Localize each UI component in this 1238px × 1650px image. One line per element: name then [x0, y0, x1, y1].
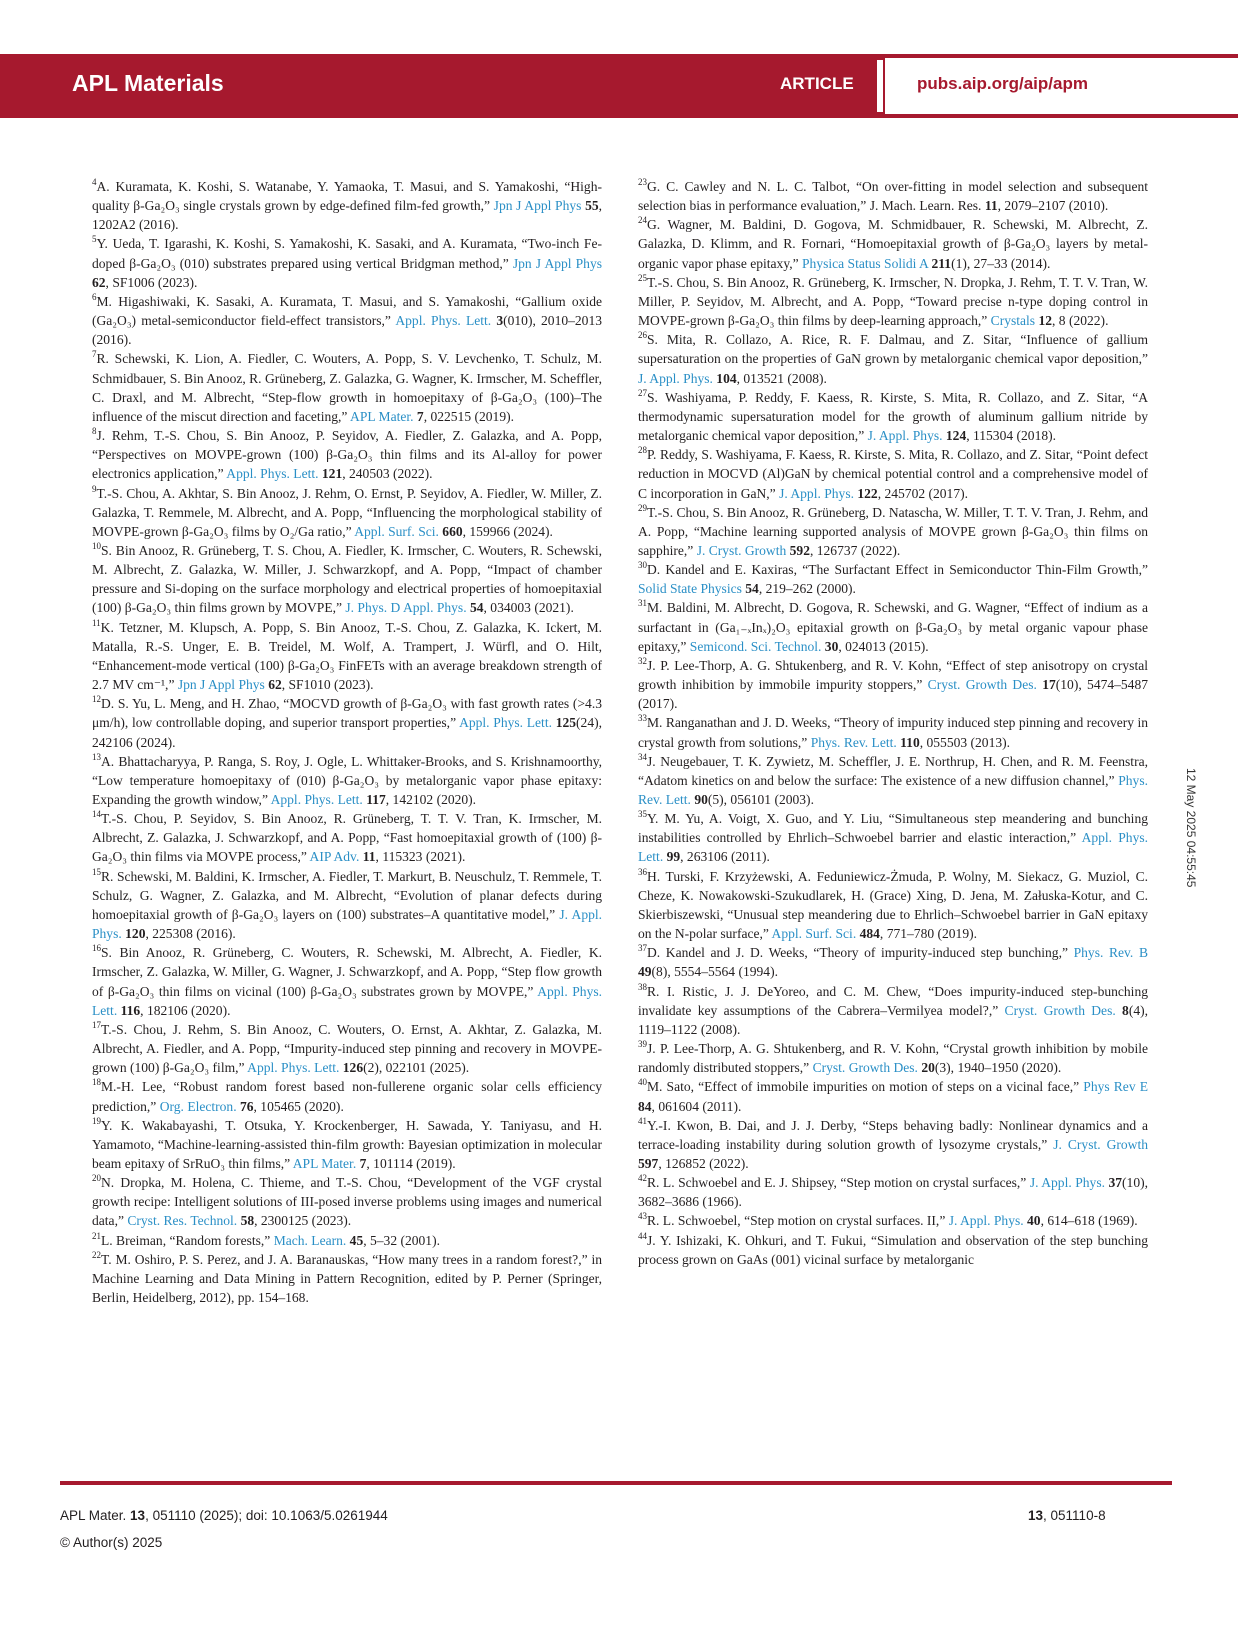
- reference-pages: , 1202A2 (2016).: [92, 198, 603, 233]
- reference-volume: 55: [585, 198, 599, 214]
- reference-item: [638, 1116, 1148, 1173]
- journal-link[interactable]: APL Mater.: [350, 408, 414, 424]
- journal-url-box: [885, 58, 1238, 114]
- reference-pages: , 8 (2022).: [1052, 313, 1109, 329]
- journal-link[interactable]: Jpn J Appl Phys: [177, 677, 265, 693]
- reference-pages: (1), 27–33 (2014).: [951, 255, 1051, 271]
- reference-text: Y. K. Wakabayashi, T. Otsuka, Y. Krockenberger, H. Sawada, Y. Taniyasu, and H. Yamamoto, “Machine-learning-assisted thin-film growth: Bayesian optimization in molecular beam epitaxy of SrRuO₃ thin films,”: [92, 1117, 602, 1171]
- journal-link[interactable]: Appl. Phys. Lett.: [226, 466, 319, 482]
- journal-link[interactable]: APL Mater.: [292, 1155, 357, 1171]
- reference-pages: , 219–262 (2000).: [758, 581, 856, 597]
- journal-title: APL Materials: [72, 70, 224, 96]
- journal-link[interactable]: J. Appl. Phys.: [779, 485, 854, 501]
- reference-item: [638, 273, 1148, 330]
- references-right-column: [638, 177, 1148, 1269]
- reference-volume: 660: [442, 523, 463, 539]
- reference-item: [92, 809, 602, 866]
- reference-text: M. Ranganathan and J. D. Weeks, “Theory of impurity induced step pinning and recovery in crystal growth from solutions,”: [638, 715, 1148, 750]
- reference-number: 33: [638, 713, 647, 724]
- journal-link[interactable]: Jpn J Appl Phys: [493, 198, 582, 214]
- reference-volume: 37: [1108, 1175, 1123, 1191]
- reference-volume: 121: [321, 466, 343, 482]
- reference-pages: , 614–618 (1969).: [1040, 1213, 1138, 1229]
- reference-pages: (10), 5474–5487 (2017).: [638, 677, 1149, 712]
- reference-volume: 597: [638, 1155, 659, 1171]
- reference-text: M.-H. Lee, “Robust random forest based non-fullerene organic solar cells efficiency prediction,”: [92, 1079, 602, 1114]
- reference-number: 5: [92, 234, 97, 245]
- reference-pages: (5), 056101 (2003).: [707, 792, 814, 807]
- reference-text: Y.-I. Kwon, B. Dai, and J. J. Derby, “Steps behaving badly: Nonlinear dynamics and a terrace-loading instability during solution growth of lysozyme crystals,”: [638, 1117, 1148, 1152]
- reference-number: 11: [92, 617, 101, 628]
- reference-number: 39: [638, 1039, 647, 1050]
- reference-item: [92, 1173, 602, 1230]
- reference-item: [638, 388, 1148, 445]
- reference-number: 4: [92, 177, 97, 187]
- reference-volume: 3: [496, 313, 504, 329]
- journal-link[interactable]: J. Cryst. Growth: [696, 542, 787, 558]
- reference-number: 9: [92, 483, 97, 494]
- journal-link[interactable]: Appl. Surf. Sci.: [354, 523, 439, 539]
- reference-text: D. Kandel and E. Kaxiras, “The Surfactant Effect in Semiconductor Thin-Film Growth,”: [647, 562, 1148, 578]
- reference-volume: 104: [716, 370, 737, 386]
- reference-text: J. Rehm, T.-S. Chou, S. Bin Anooz, P. Seyidov, A. Fiedler, Z. Galazka, and A. Popp, “Perspectives on MOVPE-grown (100) β-Ga₂O₃ thin films and its Al-alloy for power electronics application,”: [92, 428, 602, 482]
- reference-volume: 54: [469, 600, 484, 616]
- journal-link[interactable]: J. Appl. Phys.: [948, 1213, 1024, 1229]
- reference-text: T.-S. Chou, P. Seyidov, S. Bin Anooz, R. Grüneberg, T. T. V. Tran, K. Irmscher, M. Albrecht, Z. Galazka, J. Schwarzkopf, and A. Popp, “Fast homoepitaxial growth of (100) β-Ga₂O₃ thin films via MOVPE process,”: [92, 811, 602, 865]
- journal-link[interactable]: Phys. Rev. Lett.: [638, 772, 1148, 807]
- reference-text: D. Kandel and J. D. Weeks, “Theory of impurity-induced step bunching,”: [647, 945, 1074, 961]
- reference-number: 20: [92, 1173, 101, 1184]
- reference-item: [638, 445, 1148, 502]
- reference-item: [638, 560, 1148, 598]
- reference-pages: (3), 1940–1950 (2020).: [934, 1060, 1062, 1076]
- reference-number: 12: [92, 694, 101, 705]
- journal-url-link[interactable]: pubs.aip.org/aip/apm: [917, 74, 1088, 93]
- journal-header-bar: [0, 54, 1238, 118]
- footer-page-rest: , 051110-8: [1043, 1508, 1106, 1523]
- reference-number: 24: [638, 215, 647, 226]
- reference-volume: 110: [900, 734, 920, 750]
- reference-number: 27: [638, 387, 647, 398]
- reference-number: 7: [92, 349, 97, 360]
- journal-link[interactable]: J. Cryst. Growth: [1053, 1136, 1148, 1152]
- reference-text: A. Bhattacharyya, P. Ranga, S. Roy, J. Ogle, L. Whittaker-Brooks, and S. Krishnamoorthy, “Low temperature homoepitaxy of (010) β-Ga₂O₃ by metalorganic vapor phase epitaxy: Expanding the growth window,”: [92, 753, 602, 807]
- journal-link[interactable]: Jpn J Appl Phys: [512, 255, 602, 271]
- reference-number: 44: [638, 1230, 647, 1241]
- reference-text: M. Higashiwaki, K. Sasaki, A. Kuramata, T. Masui, and S. Yamakoshi, “Gallium oxide (Ga₂O₃) metal-semiconductor field-effect transistors,”: [92, 293, 602, 329]
- reference-text: S. Bin Anooz, R. Grüneberg, T. S. Chou, A. Fiedler, K. Irmscher, C. Wouters, R. Schewski, M. Albrecht, Z. Galazka, W. Miller, J. Schwarzkopf, and A. Popp, “Impact of chamber pressure and Si-doping on the surface morphology and electrical properties of homoepitaxial (100) β-Ga₂O₃ thin films grown by MOVPE,”: [92, 542, 602, 616]
- reference-text: S. Bin Anooz, R. Grüneberg, C. Wouters, R. Schewski, M. Albrecht, A. Fiedler, K. Irmscher, Z. Galazka, W. Miller, G. Wagner, J. Schwarzkopf, and A. Popp, “Step flow growth of β-Ga₂O₃ thin films on vicinal (100) β-Ga₂O₃ substrates grown by MOVPE,”: [92, 945, 602, 999]
- reference-text: R. L. Schwoebel, “Step motion on crystal surfaces. II,”: [647, 1213, 949, 1229]
- reference-text: Y. M. Yu, A. Voigt, X. Guo, and Y. Liu, “Simultaneous step meandering and bunching instabilities controlled by Ehrlich–Schwoebel barrier and elastic interaction,”: [638, 811, 1148, 846]
- reference-item: [638, 943, 1148, 981]
- reference-text: R. L. Schwoebel and E. J. Shipsey, “Step motion on crystal surfaces,”: [647, 1175, 1030, 1191]
- reference-number: 25: [638, 272, 647, 283]
- reference-volume: 11: [984, 198, 998, 214]
- reference-number: 22: [92, 1249, 101, 1260]
- reference-number: 15: [92, 866, 101, 877]
- footer-citation-prefix: APL Mater.: [60, 1508, 127, 1523]
- reference-volume: 49: [638, 964, 652, 980]
- journal-link[interactable]: J. Phys. D Appl. Phys.: [345, 600, 467, 616]
- reference-pages: , 061604 (2011).: [651, 1098, 742, 1114]
- journal-link[interactable]: Cryst. Res. Technol.: [127, 1213, 238, 1229]
- journal-link[interactable]: Appl. Phys. Lett.: [638, 830, 1148, 865]
- reference-text: A. Kuramata, K. Koshi, S. Watanabe, Y. Yamaoka, T. Masui, and S. Yamakoshi, “High-quality β-Ga₂O₃ single crystals grown by edge-defined film-fed growth,”: [92, 179, 602, 214]
- reference-pages: , 101114 (2019).: [366, 1155, 456, 1171]
- reference-item: [92, 867, 602, 944]
- reference-pages: (10), 3682–3686 (1966).: [638, 1175, 1149, 1210]
- reference-item: [92, 234, 602, 291]
- reference-text: J. Neugebauer, T. K. Zywietz, M. Scheffler, J. E. Northrup, H. Chen, and R. M. Feenstra, “Adatom kinetics on and below the surface: The existence of a new diffusion channel,”: [638, 753, 1148, 788]
- reference-volume: 40: [1027, 1213, 1041, 1229]
- reference-volume: 62: [92, 274, 106, 290]
- journal-link[interactable]: AIP Adv.: [309, 849, 360, 865]
- reference-pages: , 182106 (2020).: [140, 1002, 231, 1018]
- reference-item: [638, 809, 1148, 866]
- reference-pages: , 034003 (2021).: [483, 600, 574, 616]
- reference-item: [92, 943, 602, 1020]
- reference-pages: (4), 1119–1122 (2008).: [638, 1002, 1149, 1037]
- journal-link[interactable]: Phys Rev E: [1083, 1079, 1148, 1095]
- reference-volume: 11: [362, 849, 376, 865]
- reference-item: [92, 1020, 602, 1077]
- reference-volume: 122: [857, 485, 878, 501]
- journal-link[interactable]: J. Appl. Phys.: [867, 428, 943, 444]
- reference-volume: 124: [945, 428, 967, 444]
- journal-link[interactable]: Solid State Physics: [638, 581, 742, 597]
- journal-link[interactable]: Org. Electron.: [159, 1098, 237, 1114]
- reference-pages: , 2300125 (2023).: [254, 1213, 352, 1229]
- reference-pages: , 771–780 (2019).: [879, 926, 977, 942]
- reference-number: 26: [638, 330, 647, 341]
- reference-number: 37: [638, 943, 647, 954]
- download-timestamp: 12 May 2025 04:55:45: [1184, 768, 1198, 888]
- reference-item: [638, 1211, 1148, 1230]
- reference-text: D. S. Yu, L. Meng, and H. Zhao, “MOCVD growth of β-Ga₂O₃ with fast growth rates (>4.3 μm/h), low controllable doping, and superior transport properties,”: [92, 696, 602, 731]
- journal-link[interactable]: Cryst. Growth Des.: [1004, 1002, 1116, 1018]
- reference-number: 42: [638, 1173, 647, 1184]
- reference-volume: 90: [694, 792, 708, 807]
- reference-volume: 211: [931, 255, 952, 271]
- reference-text: P. Reddy, S. Washiyama, F. Kaess, R. Kirste, S. Mita, R. Collazo, and Z. Sitar, “Point defect reduction in MOCVD (Al)GaN by chemical potential control and a comprehensive model of C incorporation in GaN,”: [638, 447, 1148, 501]
- reference-pages: , SF1006 (2023).: [105, 274, 198, 290]
- reference-text: T.-S. Chou, S. Bin Anooz, R. Grüneberg, K. Irmscher, N. Dropka, J. Rehm, T. T. V. Tran, W. Miller, P. Seyidov, M. Albrecht, and A. Popp, “Toward precise n-type doping control in MOVPE-grown β-Ga₂O₃ thin films by deep-learning approach,”: [638, 274, 1148, 329]
- reference-volume: 117: [366, 792, 386, 807]
- reference-volume: 17: [1042, 677, 1056, 693]
- reference-pages: (010), 2010–2013 (2016).: [92, 313, 602, 348]
- reference-number: 8: [92, 426, 97, 437]
- reference-number: 41: [638, 1115, 647, 1126]
- reference-number: 21: [92, 1230, 101, 1241]
- footer-copyright: © Author(s) 2025: [60, 1535, 163, 1550]
- reference-item: [92, 426, 602, 483]
- reference-pages: , 055503 (2013).: [919, 734, 1011, 750]
- reference-number: 36: [638, 866, 647, 877]
- reference-number: 34: [638, 751, 647, 762]
- reference-pages: (8), 5554–5564 (1994).: [651, 964, 778, 980]
- journal-link[interactable]: Crystals: [990, 313, 1036, 329]
- reference-text: H. Turski, F. Krzyżewski, A. Feduniewicz-Żmuda, P. Wolny, M. Siekacz, G. Muziol, C. Cheze, K. Nowakowski-Szukudlarek, H. (Grace) Xing, D. Jena, M. Załuska-Kotur, and C. Skierbiszewski, “Unusual step meandering due to Ehrlich–Schwoebel barrier in GaN epitaxy on the N-polar surface,”: [638, 868, 1148, 942]
- footer-page-number: [1028, 1508, 1106, 1523]
- journal-link[interactable]: J. Appl. Phys.: [92, 906, 603, 942]
- reference-text: R. Schewski, K. Lion, A. Fiedler, C. Wouters, A. Popp, S. V. Levchenko, T. Schulz, M. Schmidbauer, S. Bin Anooz, R. Grüneberg, Z. Galazka, G. Wagner, K. Irmscher, M. Scheffler, C. Draxl, and M. Albrecht, “Step-flow growth in homoepitaxy of β-Ga₂O₃ (100)–The influence of the miscut direction and faceting,”: [92, 351, 602, 424]
- reference-item: [638, 215, 1148, 272]
- reference-number: 17: [92, 1019, 101, 1030]
- reference-item: [92, 177, 602, 234]
- reference-item: [638, 656, 1148, 713]
- reference-volume: 58: [240, 1213, 255, 1229]
- journal-link[interactable]: Appl. Phys. Lett.: [270, 792, 363, 807]
- reference-item: [638, 982, 1148, 1039]
- reference-text: S. Washiyama, P. Reddy, F. Kaess, R. Kirste, S. Mita, R. Collazo, and Z. Sitar, “A thermodynamic supersaturation model for the growth of aluminum gallium nitride by metalorganic chemical vapor deposition,”: [638, 389, 1148, 444]
- reference-item: [638, 867, 1148, 944]
- reference-item: [638, 1173, 1148, 1211]
- reference-text: N. Dropka, M. Holena, C. Thieme, and T.-S. Chou, “Development of the VGF crystal growth recipe: Intelligent solutions of III-posed inverse problems using images and numerical data,”: [92, 1175, 602, 1229]
- reference-number: 29: [638, 502, 647, 513]
- reference-number: 6: [92, 291, 97, 302]
- reference-item: [638, 598, 1148, 655]
- reference-item: [92, 618, 602, 695]
- reference-text: G. Wagner, M. Baldini, D. Gogova, M. Schmidbauer, R. Schewski, M. Albrecht, Z. Galazka, D. Klimm, and R. Fornari, “Homoepitaxial growth of β-Ga₂O₃ layers by metal-organic vapor phase epitaxy,”: [638, 217, 1148, 271]
- reference-text: S. Mita, R. Collazo, A. Rice, R. F. Dalmau, and Z. Sitar, “Influence of gallium supersaturation on the properties of GaN grown by metalorganic chemical vapor deposition,”: [638, 332, 1148, 367]
- reference-pages: , 022515 (2019).: [423, 408, 514, 424]
- reference-volume: 76: [239, 1098, 254, 1114]
- reference-pages: , 5–32 (2001).: [363, 1232, 440, 1248]
- journal-link[interactable]: Phys. Rev. B: [1073, 945, 1148, 961]
- reference-pages: , 142102 (2020).: [385, 792, 477, 807]
- journal-link[interactable]: Appl. Phys. Lett.: [92, 983, 602, 1018]
- reference-pages: , 240503 (2022).: [342, 466, 433, 482]
- reference-volume: 7: [416, 408, 424, 424]
- reference-pages: , 105465 (2020).: [253, 1098, 344, 1114]
- journal-link[interactable]: J. Appl. Phys.: [638, 370, 713, 386]
- reference-volume: 20: [921, 1060, 935, 1076]
- reference-number: 31: [638, 598, 647, 609]
- reference-item: [638, 503, 1148, 560]
- reference-item: [92, 292, 602, 349]
- reference-volume: 126: [342, 1060, 364, 1076]
- reference-volume: 99: [666, 849, 681, 865]
- reference-item: [638, 1231, 1148, 1269]
- reference-text: Y. Ueda, T. Igarashi, K. Koshi, S. Yamakoshi, K. Sasaki, and A. Kuramata, “Two-inch Fe-doped β-Ga₂O₃ (010) substrates prepared using vertical Bridgman method,”: [92, 236, 602, 271]
- reference-number: 23: [638, 177, 647, 187]
- reference-item: [638, 1039, 1148, 1077]
- reference-number: 16: [92, 943, 101, 954]
- reference-text: T.-S. Chou, J. Rehm, S. Bin Anooz, C. Wouters, O. Ernst, A. Akhtar, Z. Galazka, M. Albrecht, A. Fiedler, and A. Popp, “Impurity-induced step pinning and recovery in MOVPE-grown (100) β-Ga₂O₃ film,”: [92, 1021, 602, 1076]
- reference-pages: , 2079–2107 (2010).: [997, 198, 1109, 214]
- reference-text: G. C. Cawley and N. L. C. Talbot, “On over-fitting in model selection and subsequent selection bias in performance evaluation,” J. Mach. Learn. Res.: [638, 179, 1148, 214]
- reference-number: 38: [638, 981, 647, 992]
- reference-volume: 120: [125, 926, 146, 942]
- reference-text: K. Tetzner, M. Klupsch, A. Popp, S. Bin Anooz, T.-S. Chou, Z. Galazka, K. Ickert, M. Matalla, R.-S. Unger, E. B. Treidel, M. Wolf, A. Trampert, J. Würfl, and O. Hilt, “Enhancement-mode vertical (100) β-Ga₂O₃ FinFETs with an average breakdown strength of 2.7 MV cm⁻¹,”: [92, 619, 602, 693]
- journal-link[interactable]: Appl. Phys. Lett.: [459, 715, 552, 731]
- reference-pages: , 263106 (2011).: [680, 849, 770, 865]
- reference-volume: 54: [745, 581, 759, 597]
- reference-item: [92, 1250, 602, 1307]
- reference-item: [92, 349, 602, 426]
- reference-number: 10: [92, 540, 101, 551]
- journal-link[interactable]: Cryst. Growth Des.: [927, 677, 1037, 693]
- journal-link[interactable]: Semicond. Sci. Technol.: [689, 638, 822, 654]
- reference-item: [92, 752, 602, 809]
- reference-text: T.-S. Chou, A. Akhtar, S. Bin Anooz, J. Rehm, O. Ernst, P. Seyidov, A. Fiedler, W. Miller, Z. Galazka, T. Remmele, M. Albrecht, and A. Popp, “Influencing the morphological stability of MOVPE-grown β-Ga₂O₃ films by O₂/Ga ratio,”: [92, 485, 602, 539]
- journal-link[interactable]: Appl. Phys. Lett.: [395, 313, 492, 329]
- reference-item: [638, 177, 1148, 215]
- reference-text: J. P. Lee-Thorp, A. G. Shtukenberg, and R. V. Kohn, “Crystal growth inhibition by mobile randomly distributed stoppers,”: [638, 1041, 1148, 1076]
- footer-page-volume: 13: [1028, 1508, 1044, 1523]
- reference-pages: (2), 022101 (2025).: [363, 1060, 470, 1076]
- reference-text: R. Schewski, M. Baldini, K. Irmscher, A. Fiedler, T. Markurt, B. Neuschulz, T. Remmele, T. Schulz, G. Wagner, Z. Galazka, and M. Albrecht, “Evolution of planar defects during homoepitaxial growth of β-Ga₂O₃ layers on (100) substrates–A quantitative model,”: [92, 868, 602, 922]
- reference-number: 13: [92, 751, 101, 762]
- reference-volume: 30: [824, 638, 839, 654]
- header-divider: [877, 60, 883, 112]
- reference-text: J. Y. Ishizaki, K. Ohkuri, and T. Fukui, “Simulation and observation of the step bunching process grown on GaAs (001) vicinal surface by metalorganic: [638, 1232, 1148, 1267]
- reference-volume: 62: [268, 677, 282, 693]
- article-type-label: ARTICLE: [780, 74, 854, 93]
- reference-number: 32: [638, 655, 647, 666]
- journal-link[interactable]: J. Appl. Phys.: [1029, 1175, 1105, 1191]
- reference-text: L. Breiman, “Random forests,”: [101, 1232, 274, 1248]
- reference-item: [638, 330, 1148, 387]
- reference-pages: , 126737 (2022).: [809, 542, 901, 558]
- reference-number: 14: [92, 809, 101, 820]
- reference-item: [92, 694, 602, 751]
- reference-text: M. Sato, “Effect of immobile impurities on motion of steps on a vicinal face,”: [647, 1079, 1084, 1095]
- reference-pages: , 225308 (2016).: [145, 926, 236, 942]
- reference-volume: 484: [859, 926, 880, 942]
- reference-volume: 12: [1038, 313, 1053, 329]
- reference-text: M. Baldini, M. Albrecht, D. Gogova, R. Schewski, and G. Wagner, “Effect of indium as a surfactant in (Ga₁₋ₓInₓ)₂O₃ epitaxial growth on β-Ga₂O₃ by metal organic vapour phase epitaxy,”: [638, 600, 1148, 654]
- reference-pages: (24), 242106 (2024).: [92, 715, 602, 750]
- reference-item: [92, 1116, 602, 1173]
- footer-citation: [60, 1508, 388, 1523]
- reference-number: 35: [638, 809, 647, 820]
- references-left-column: [92, 177, 602, 1307]
- journal-link[interactable]: Phys. Rev. Lett.: [810, 734, 897, 750]
- journal-link[interactable]: Cryst. Growth Des.: [812, 1060, 918, 1076]
- reference-pages: , 115323 (2021).: [375, 849, 466, 865]
- reference-number: 28: [638, 445, 647, 456]
- reference-item: [92, 484, 602, 541]
- reference-number: 30: [638, 560, 647, 571]
- journal-link[interactable]: Appl. Surf. Sci.: [771, 926, 857, 942]
- reference-number: 40: [638, 1077, 647, 1088]
- reference-item: [638, 713, 1148, 751]
- journal-link[interactable]: Appl. Phys. Lett.: [247, 1060, 340, 1076]
- footer-rule: [60, 1481, 1172, 1485]
- reference-number: 43: [638, 1211, 647, 1222]
- reference-volume: 116: [120, 1002, 141, 1018]
- reference-volume: 8: [1122, 1002, 1129, 1018]
- footer-citation-volume: 13: [130, 1508, 146, 1523]
- reference-pages: , SF1010 (2023).: [281, 677, 374, 693]
- reference-pages: , 024013 (2015).: [838, 638, 929, 654]
- reference-text: T.-S. Chou, S. Bin Anooz, R. Grüneberg, D. Natascha, W. Miller, T. T. V. Tran, J. Rehm, and A. Popp, “Machine learning supported analysis of MOVPE grown β-Ga₂O₃ thin films on sapphire,”: [638, 504, 1148, 558]
- reference-item: [638, 752, 1148, 809]
- reference-item: [92, 1077, 602, 1115]
- reference-text: R. I. Ristic, J. J. DeYoreo, and C. M. Chew, “Does impurity-induced step-bunching invalidate key assumptions of the Cabrera–Vermilyea model?,”: [638, 983, 1148, 1018]
- reference-volume: 7: [359, 1155, 367, 1171]
- journal-link[interactable]: Physica Status Solidi A: [802, 255, 929, 271]
- reference-item: [92, 1231, 602, 1250]
- reference-number: 19: [92, 1115, 101, 1126]
- reference-text: J. P. Lee-Thorp, A. G. Shtukenberg, and R. V. Kohn, “Effect of step anisotropy on crystal growth inhibition by immobile impurity stoppers,”: [638, 657, 1148, 693]
- reference-pages: , 013521 (2008).: [736, 370, 827, 386]
- reference-pages: , 126852 (2022).: [658, 1155, 749, 1171]
- reference-item: [92, 541, 602, 618]
- reference-volume: 84: [638, 1098, 652, 1114]
- reference-volume: 45: [349, 1232, 364, 1248]
- reference-volume: 592: [789, 542, 810, 558]
- reference-text: T. M. Oshiro, P. S. Perez, and J. A. Baranauskas, “How many trees in a random forest?,” in Machine Learning and Data Mining in Pattern Recognition, edited by P. Perner (Springer, Berlin, Heidelberg, 2012), pp. 154–168.: [92, 1251, 602, 1306]
- reference-volume: 125: [555, 715, 577, 731]
- reference-item: [638, 1077, 1148, 1115]
- journal-link[interactable]: Mach. Learn.: [273, 1232, 347, 1248]
- reference-number: 18: [92, 1077, 101, 1088]
- reference-pages: , 245702 (2017).: [877, 485, 969, 501]
- footer-citation-rest: , 051110 (2025); doi: 10.1063/5.0261944: [145, 1508, 388, 1523]
- reference-pages: , 159966 (2024).: [462, 523, 553, 539]
- reference-pages: , 115304 (2018).: [966, 428, 1057, 444]
